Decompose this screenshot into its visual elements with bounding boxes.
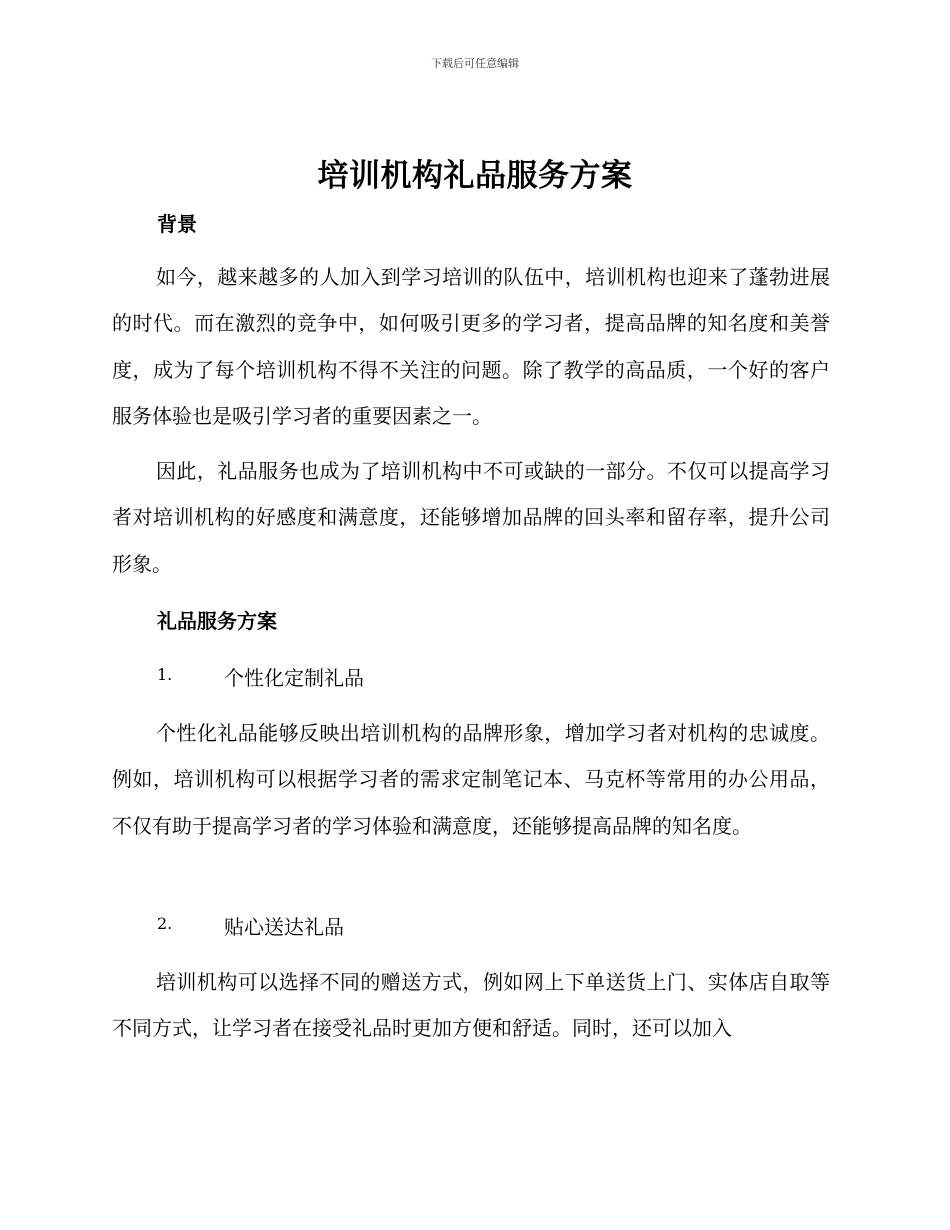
document-title: 培训机构礼品服务方案 [317,158,633,194]
section-heading-plan: 礼品服务方案 [157,609,277,633]
plan-item-1-paragraph: 个性化礼品能够反映出培训机构的品牌形象，增加学习者对机构的忠诚度。例如，培训机构可以根据学习者的需求定制笔记本、马克杯等常用的办公用品，不仅有助于提高学习者的学习体验和满意度，还能够提高品牌的知名度。 [112,721,830,838]
section-heading-background: 背景 [157,212,197,236]
background-paragraph-2: 因此，礼品服务也成为了培训机构中不可或缺的一部分。不仅可以提高学习者对培训机构的好感度和满意度，还能够增加品牌的回头率和留存率，提升公司形象。 [112,459,830,576]
header-note: 下载后可任意编辑 [431,57,519,70]
list-number: 2. [157,914,173,933]
plan-item-2-paragraph: 培训机构可以选择不同的赠送方式，例如网上下单送货上门、实体店自取等不同方式，让学习者在接受礼品时更加方便和舒适。同时，还可以加入 [112,970,830,1041]
list-item-title: 个性化定制礼品 [224,666,364,690]
background-paragraph-1: 如今，越来越多的人加入到学习培训的队伍中，培训机构也迎来了蓬勃进展的时代。而在激烈的竞争中，如何吸引更多的学习者，提高品牌的知名度和美誉度，成为了每个培训机构不得不关注的问题。除了教学的高品质，一个好的客户服务体验也是吸引学习者的重要因素之一。 [112,265,830,428]
list-number: 1. [157,665,173,684]
list-item-title: 贴心送达礼品 [224,915,344,939]
